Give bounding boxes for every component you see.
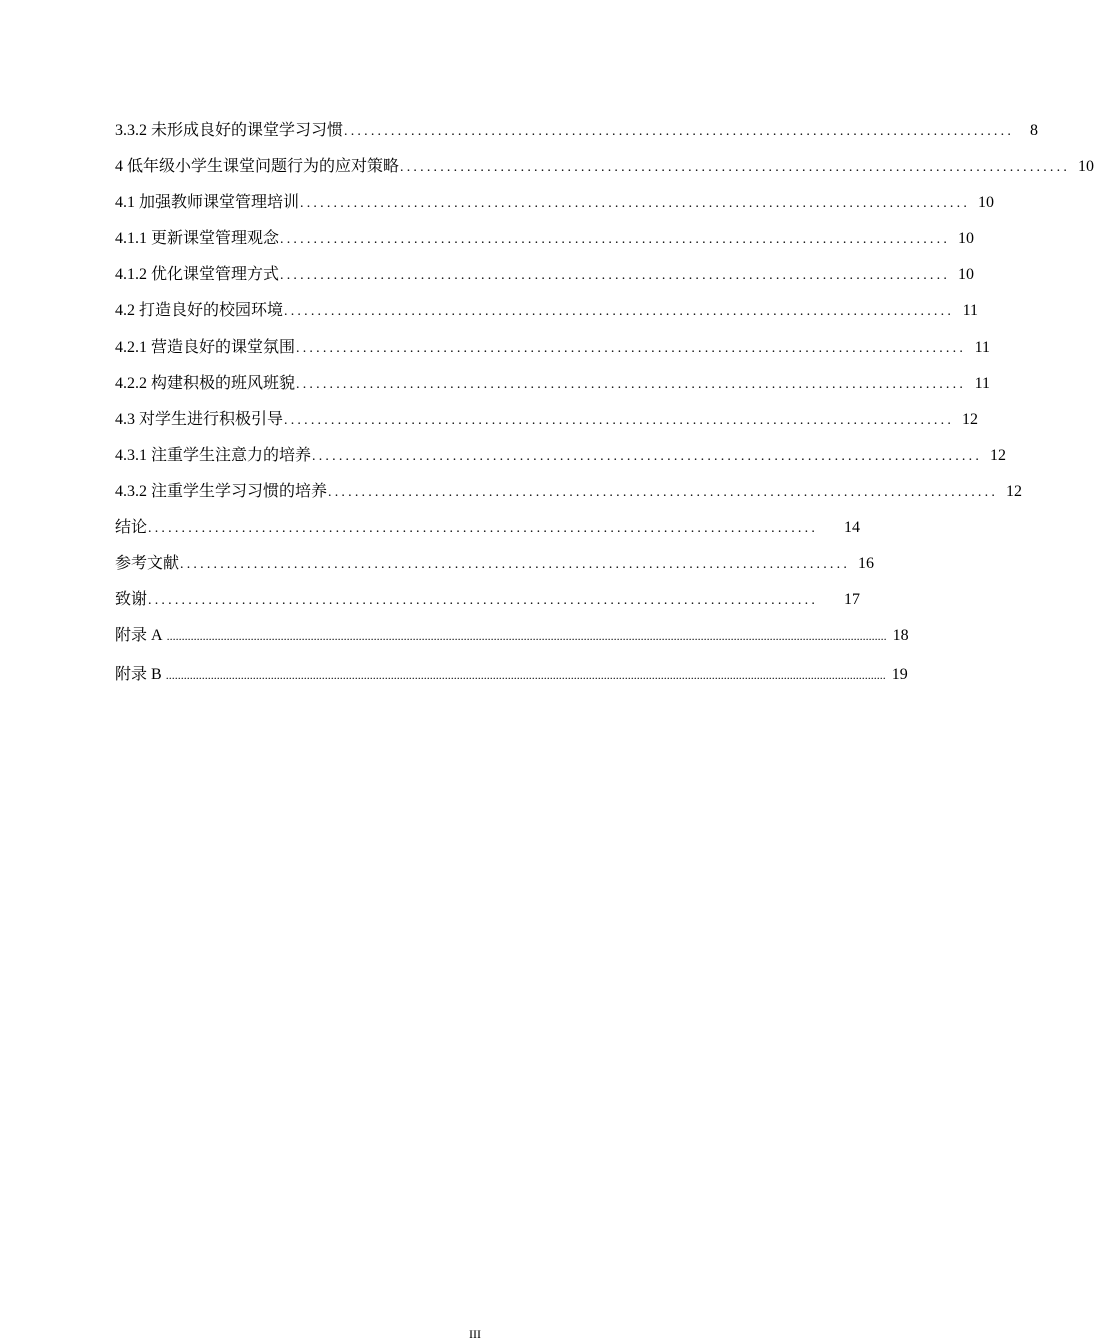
toc-entry[interactable] <box>115 155 1094 191</box>
toc-entry-page: 12 <box>962 410 979 428</box>
page-number: III <box>469 1327 481 1341</box>
toc-entry-label: 4.1.2 优化课堂管理方式 <box>115 266 280 284</box>
toc-entry-page: 16 <box>858 555 875 573</box>
toc-entry[interactable] <box>115 336 991 372</box>
toc-entry[interactable] <box>115 191 995 227</box>
toc-entry-page: 8 <box>1030 122 1039 139</box>
toc-entry-label: 4 低年级小学生课堂问题行为的应对策略 <box>115 158 400 176</box>
toc-entry-label: 结论 <box>115 519 148 537</box>
toc-entry[interactable] <box>115 588 860 624</box>
toc-entry-label: 4.3.1 注重学生注意力的培养 <box>115 446 312 464</box>
toc-leader-dots: ................................................................................................................................................................................................................................................ <box>166 629 887 644</box>
table-of-contents <box>115 119 1094 702</box>
toc-entry[interactable] <box>115 624 909 663</box>
toc-entry-page: 12 <box>990 446 1007 464</box>
toc-leader-dots: .................................................................................................... <box>344 124 1015 139</box>
toc-entry-page: 12 <box>1006 482 1023 500</box>
toc-leader-dots: .................................................................................................... <box>280 268 951 284</box>
toc-leader-dots: .................................................................................................... <box>280 232 951 248</box>
toc-leader-dots: .................................................................................................... <box>312 448 983 464</box>
toc-entry-page: 10 <box>978 194 995 212</box>
toc-entry-page: 18 <box>892 627 909 645</box>
toc-entry-label: 附录 B <box>115 666 162 684</box>
toc-entry-label: 参考文献 <box>115 555 180 573</box>
toc-entry-label: 附录 A <box>115 627 163 645</box>
toc-entry[interactable] <box>115 480 1023 516</box>
toc-entry-page: 17 <box>844 591 860 609</box>
toc-entry[interactable] <box>115 119 1039 155</box>
toc-leader-dots: .................................................................................................... <box>328 484 999 500</box>
toc-entry-label: 4.2.1 营造良好的课堂氛围 <box>115 338 296 356</box>
toc-entry[interactable] <box>115 444 1007 480</box>
toc-entry-page: 11 <box>974 374 991 392</box>
toc-entry[interactable] <box>115 299 979 335</box>
toc-entry-label: 4.3.2 注重学生学习习惯的培养 <box>115 482 328 500</box>
toc-entry-label: 4.1 加强教师课堂管理培训 <box>115 194 300 212</box>
toc-leader-dots: .................................................................................................... <box>148 521 819 537</box>
toc-leader-dots: ................................................................................................................................................................................................................................................ <box>165 668 886 683</box>
toc-entry-label: 4.2 打造良好的校园环境 <box>115 302 284 320</box>
toc-entry-page: 11 <box>974 338 991 356</box>
toc-leader-dots: .................................................................................................... <box>296 376 967 392</box>
toc-entry-label: 致谢 <box>115 591 148 609</box>
toc-leader-dots: .................................................................................................... <box>300 196 971 212</box>
toc-entry[interactable] <box>115 263 975 299</box>
toc-entry-page: 19 <box>891 666 908 684</box>
toc-entry-label: 4.1.1 更新课堂管理观念 <box>115 230 280 248</box>
toc-entry[interactable] <box>115 408 979 444</box>
toc-leader-dots: .................................................................................................... <box>296 340 967 356</box>
toc-leader-dots: .................................................................................................... <box>284 304 955 320</box>
toc-leader-dots: .................................................................................................... <box>400 160 1071 176</box>
toc-entry-page: 10 <box>1078 158 1094 176</box>
toc-entry-page: 10 <box>958 230 975 248</box>
toc-leader-dots: .................................................................................................... <box>180 557 851 573</box>
toc-entry-label: 4.2.2 构建积极的班风班貌 <box>115 374 296 392</box>
toc-entry-label: 3.3.2 未形成良好的课堂学习习惯 <box>115 122 344 139</box>
toc-entry-label: 4.3 对学生进行积极引导 <box>115 410 284 428</box>
toc-entry[interactable] <box>115 227 975 263</box>
toc-entry[interactable] <box>115 663 908 702</box>
toc-entry-page: 11 <box>962 302 979 320</box>
toc-entry[interactable] <box>115 516 860 552</box>
toc-leader-dots: .................................................................................................... <box>284 412 955 428</box>
toc-entry[interactable] <box>115 372 991 408</box>
toc-entry-page: 10 <box>958 266 975 284</box>
toc-entry-page: 14 <box>844 519 860 537</box>
toc-leader-dots: .................................................................................................... <box>148 593 819 609</box>
toc-entry[interactable] <box>115 552 875 588</box>
